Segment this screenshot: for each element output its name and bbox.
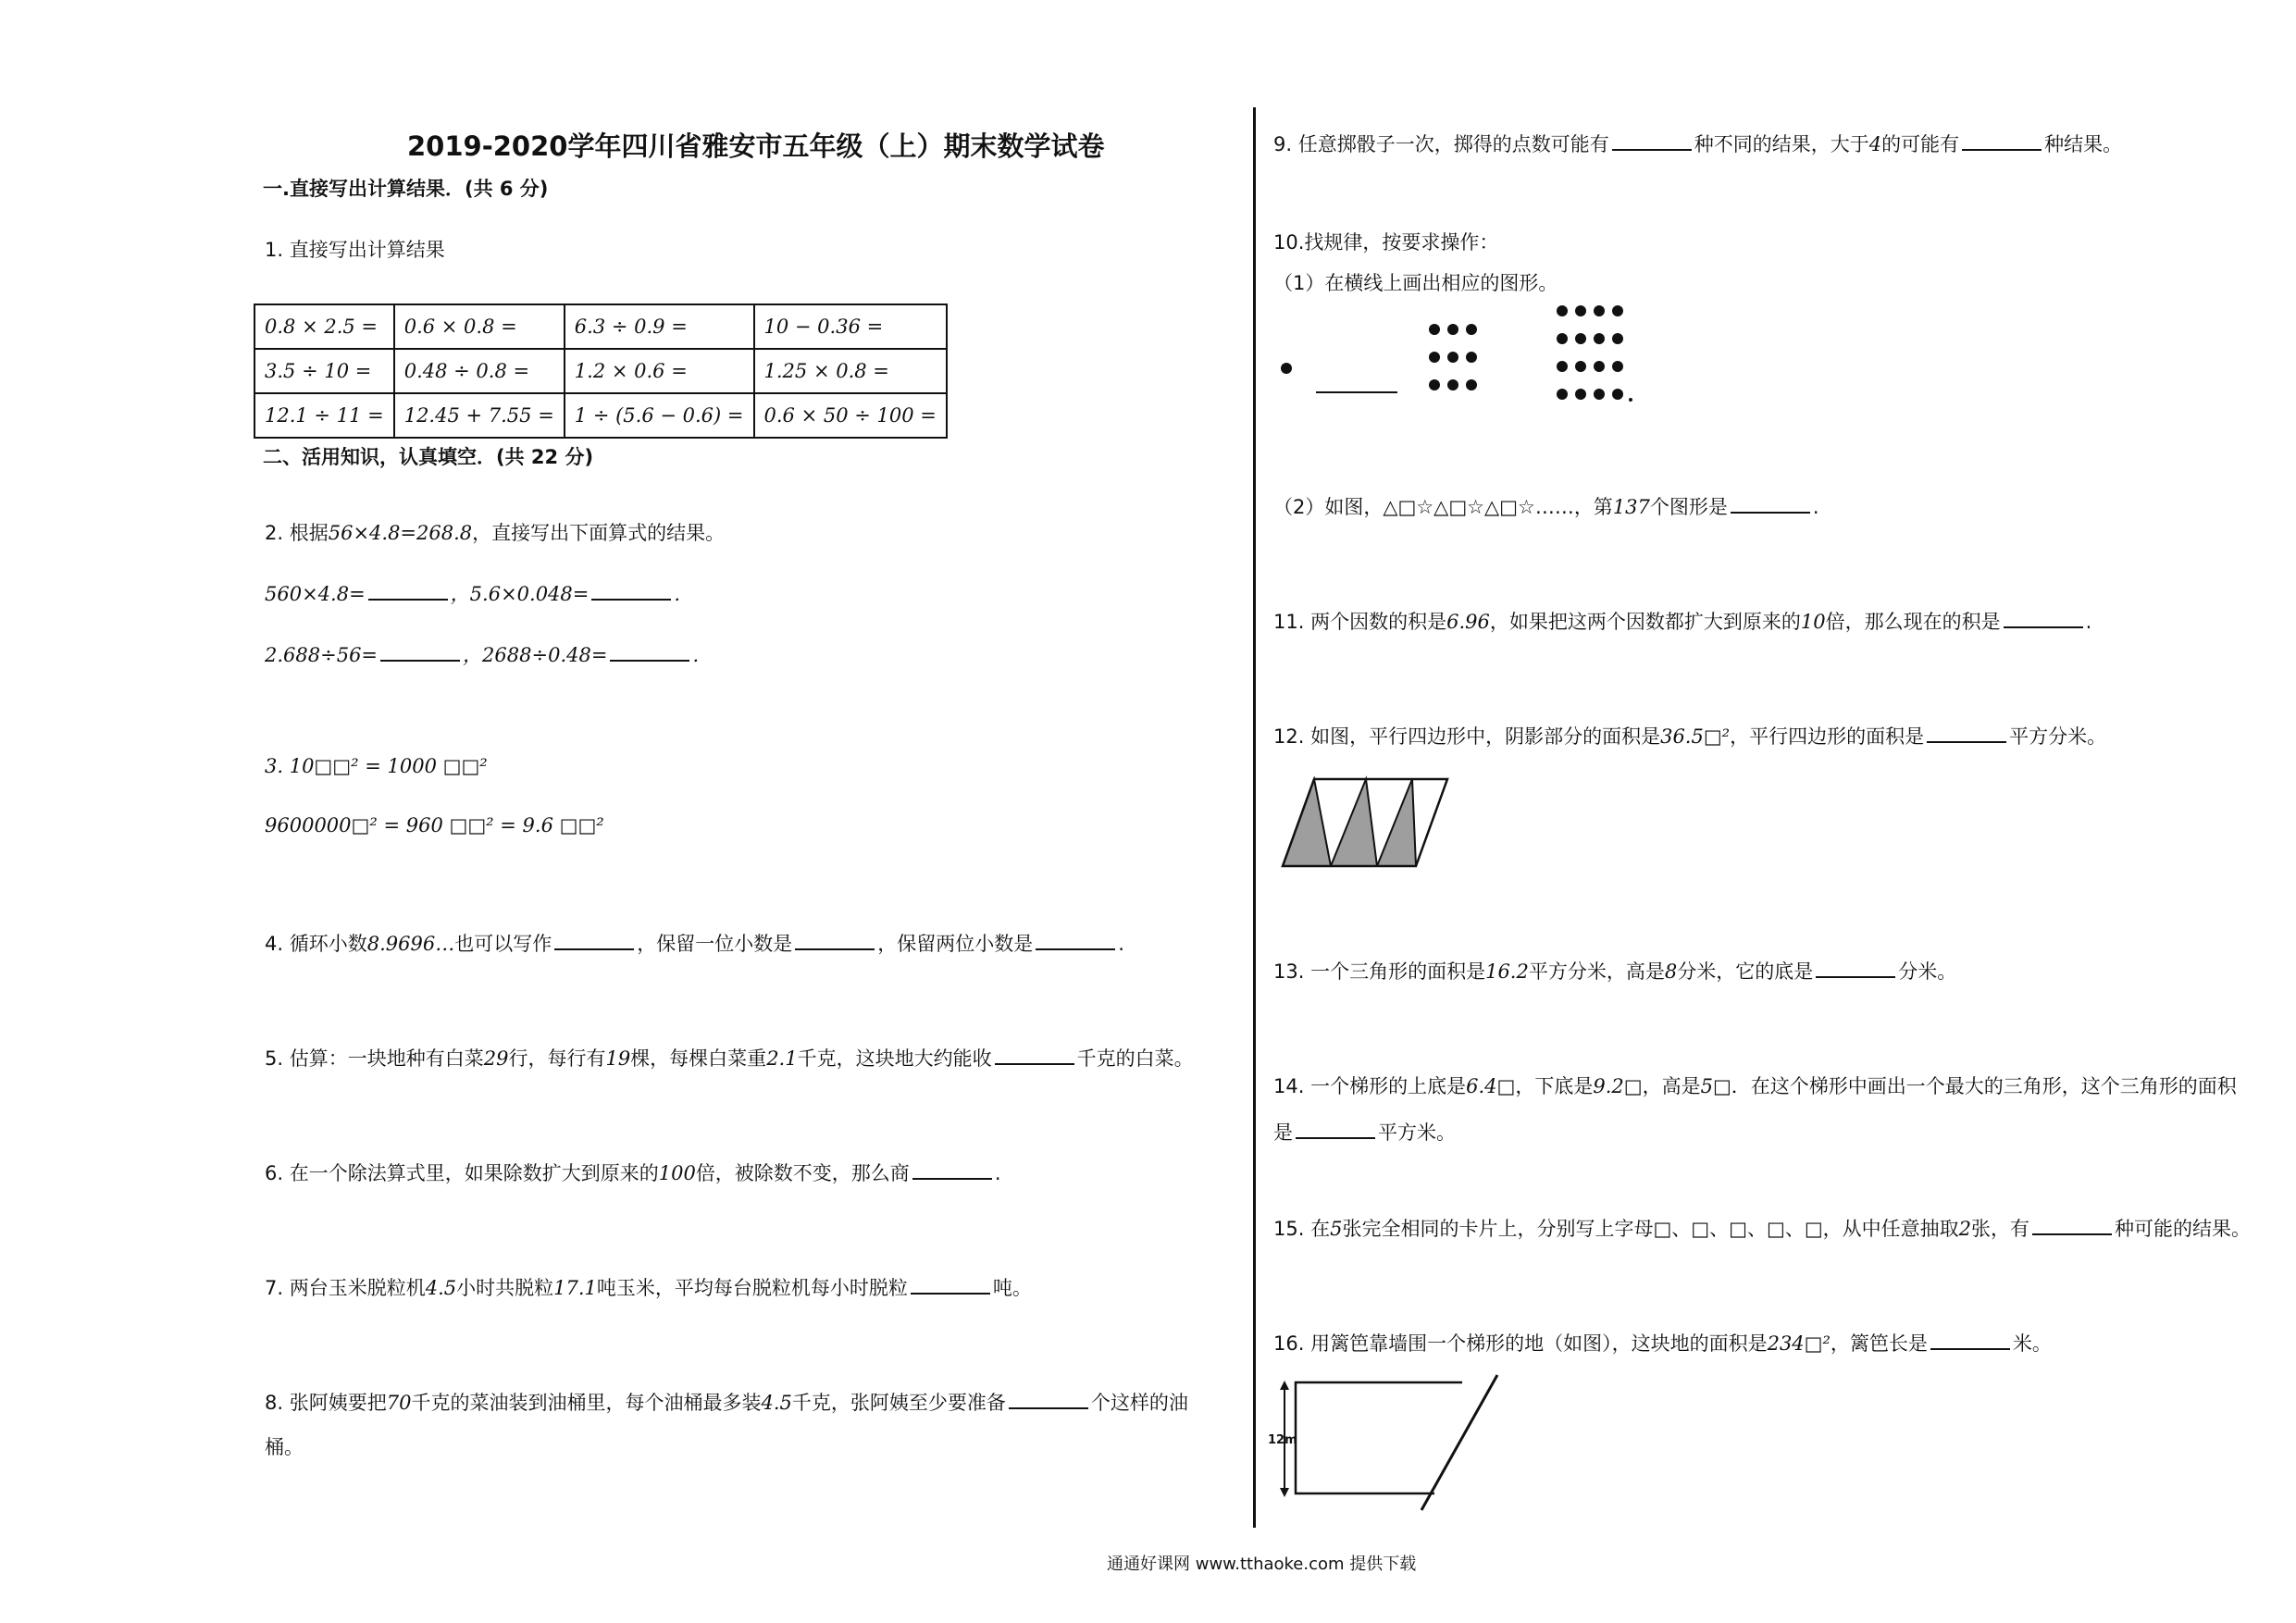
table-row [254,349,947,393]
answer-blank[interactable] [795,948,875,950]
arrow-down-icon [1280,1488,1289,1497]
answer-blank[interactable] [1009,1406,1088,1409]
dot-pattern-figure [1268,296,1657,416]
answer-blank[interactable] [2004,626,2083,628]
calc-cell: 0.6 × 50 ÷ 100 = [754,393,947,438]
table-row [254,393,947,438]
question-4: 4. 循环小数8.9696…也可以写作 ，保留一位小数是 ，保留两位小数是 . [265,933,1124,955]
question-1: 1. 直接写出计算结果 [265,239,445,261]
question-2: 2. 根据56×4.8=268.8，直接写出下面算式的结果。 [265,522,726,544]
calc-table [254,304,948,439]
question-9: 9. 任意掷骰子一次，掷得的点数可能有 种不同的结果，大于4的可能有 种结果。 [1273,133,2123,155]
shaded-triangle [1331,779,1377,866]
answer-blank[interactable] [591,598,671,601]
answer-blank[interactable] [1927,740,2006,743]
question-10-part-1: （1）在横线上画出相应的图形。 [1273,272,1558,294]
answer-blank[interactable] [1962,148,2042,151]
page-title: 2019-2020学年四川省雅安市五年级（上）期末数学试卷 [407,130,1105,162]
trapezoid-outline [1296,1382,1462,1493]
answer-blank[interactable] [1296,1136,1375,1139]
section-1-heading: 一.直接写出计算结果．(共 6 分) [263,178,549,200]
question-13: 13. 一个三角形的面积是16.2平方分米，高是8分米，它的底是 分米。 [1273,960,1957,983]
calc-cell: 0.48 ÷ 0.8 = [394,349,565,393]
calc-cell: 1 ÷ (5.6 − 0.6) = [565,393,754,438]
answer-blank[interactable] [1930,1347,2010,1350]
question-2-line-2: 2.688÷56= ，2688÷0.48= . [265,644,700,666]
dot-group-3x3 [1429,324,1477,390]
answer-blank[interactable] [1816,975,1895,978]
calc-cell: 3.5 ÷ 10 = [254,349,394,393]
parallelogram-figure [1277,774,1453,873]
question-10-heading: 10.找规律，按要求操作： [1273,231,1499,254]
answer-blank[interactable] [912,1177,992,1180]
question-16: 16. 用篱笆靠墙围一个梯形的地（如图），这块地的面积是234□²，篱笆长是 米。 [1273,1332,2052,1355]
answer-blank[interactable] [1612,148,1692,151]
calc-cell: 0.6 × 0.8 = [394,304,565,349]
calc-cell: 12.1 ÷ 11 = [254,393,394,438]
answer-blank[interactable] [2032,1233,2112,1235]
calc-cell: 1.2 × 0.6 = [565,349,754,393]
question-14-cont: 是 平方米。 [1273,1121,1456,1144]
footer-credit: 通通好课网 www.tthaoke.com 提供下载 [1107,1555,1417,1574]
answer-blank[interactable] [554,948,634,950]
column-divider [1253,107,1256,1528]
answer-blank[interactable] [1731,511,1810,514]
question-8-cont: 桶。 [265,1436,304,1458]
answer-blank[interactable] [610,659,689,662]
question-2-line-1: 560×4.8= ，5.6×0.048= . [265,583,681,605]
question-3-line-2: 9600000□² = 960 □□² = 9.6 □□² [265,814,604,836]
section-2-heading: 二、活用知识，认真填空．(共 22 分) [263,446,594,468]
answer-blank[interactable] [368,598,448,601]
question-11: 11. 两个因数的积是6.96，如果把这两个因数都扩大到原来的10倍，那么现在的积是 . [1273,611,2092,633]
question-12: 12. 如图，平行四边形中，阴影部分的面积是36.5□²，平行四边形的面积是 平方分米。 [1273,725,2107,748]
question-8: 8. 张阿姨要把70千克的菜油装到油桶里，每个油桶最多装4.5千克，张阿姨至少要准备 个这样的油 [265,1392,1188,1414]
table-row [254,304,947,349]
dot [1281,363,1292,374]
question-3-line-1: 3. 10□□² = 1000 □□² [265,755,488,777]
answer-blank[interactable] [1036,948,1115,950]
calc-cell: 0.8 × 2.5 = [254,304,394,349]
fence-slant-line [1421,1375,1497,1510]
question-5: 5. 估算：一块地种有白菜29行，每行有19棵，每棵白菜重2.1千克，这块地大约能收 千克的白菜。 [265,1047,1194,1070]
question-15: 15. 在5张完全相同的卡片上，分别写上字母□、□、□、□、□，从中任意抽取2张，有 种可能的结果。 [1273,1218,2252,1240]
calc-cell: 1.25 × 0.8 = [754,349,947,393]
dot-group-4x4 [1557,305,1623,400]
trapezoid-fence-figure [1266,1373,1516,1512]
question-14: 14. 一个梯形的上底是6.4□，下底是9.2□，高是5□．在这个梯形中画出一个最大的三角形，这个三角形的面积 [1273,1075,2237,1097]
question-6: 6. 在一个除法算式里，如果除数扩大到原来的100倍，被除数不变，那么商 . [265,1162,1001,1184]
calc-cell: 6.3 ÷ 0.9 = [565,304,754,349]
shaded-triangle [1283,779,1331,866]
calc-cell: 12.45 + 7.55 = [394,393,565,438]
arrow-up-icon [1280,1381,1289,1390]
answer-blank[interactable] [995,1062,1074,1065]
calc-cell: 10 − 0.36 = [754,304,947,349]
question-7: 7. 两台玉米脱粒机4.5小时共脱粒17.1吨玉米，平均每台脱粒机每小时脱粒 吨。 [265,1277,1032,1299]
answer-blank[interactable] [911,1292,990,1295]
shaded-triangle [1377,779,1416,866]
question-10-part-2: （2）如图，△□☆△□☆△□☆……，第137个图形是 . [1273,496,1819,518]
height-label: 12m [1268,1433,1297,1447]
answer-blank[interactable] [380,659,460,662]
